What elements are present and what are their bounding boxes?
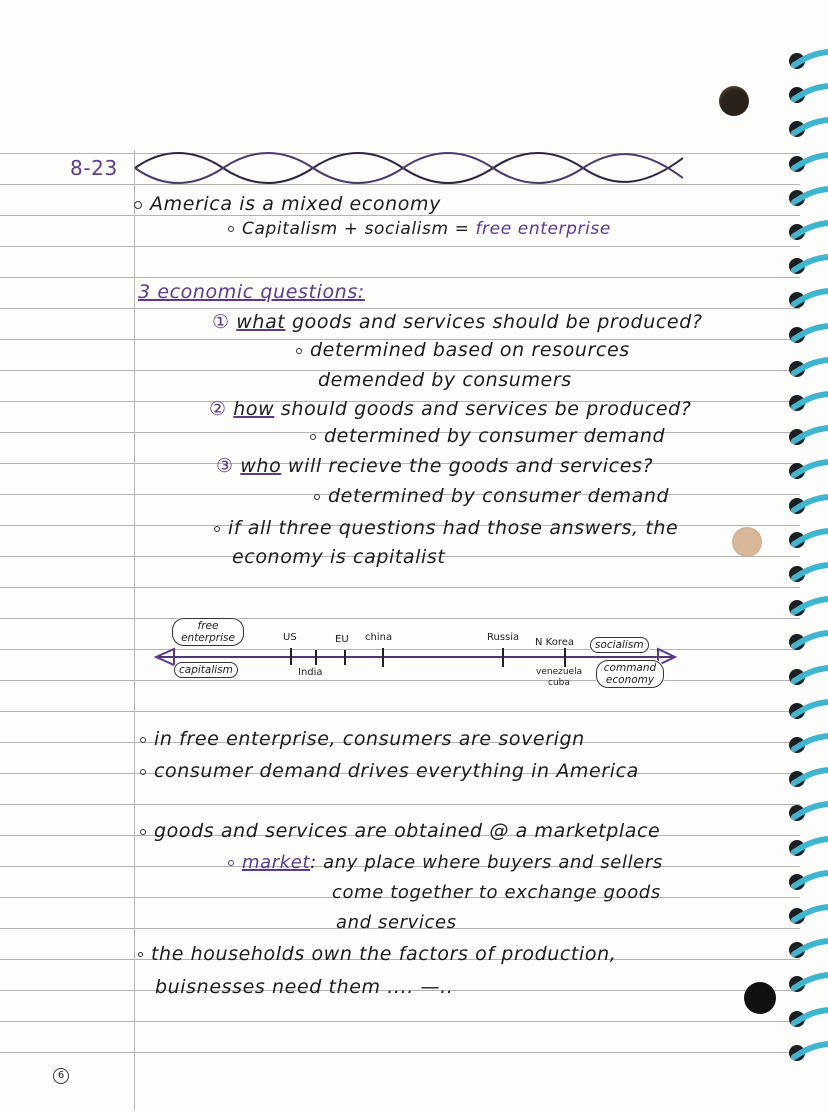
spiral-coil-icon [786, 698, 828, 722]
question-1-answer-line2: demended by consumers [318, 369, 572, 391]
marker-venezuela: venezuela [536, 667, 583, 677]
spiral-coil-icon [786, 971, 828, 995]
marker-india: India [298, 667, 323, 678]
spiral-coil-icon [786, 903, 828, 927]
marker-china: china [365, 632, 393, 643]
spiral-coil-icon [786, 356, 828, 380]
ruled-line [0, 308, 800, 309]
spiral-coil-icon [786, 185, 828, 209]
conclusion-line1: if all three questions had those answers, the [214, 517, 678, 539]
spiral-coil-icon [786, 287, 828, 311]
margin-line [134, 150, 135, 1110]
date: 8-23 [70, 156, 118, 180]
binder-hole-bottom [744, 982, 776, 1014]
note-marketplace: goods and services are obtained @ a marketplace [140, 820, 660, 842]
spiral-coil-icon [786, 664, 828, 688]
note-businesses: buisnesses need them .... —.. [155, 976, 454, 998]
spiral-coil-icon [786, 800, 828, 824]
cloud-capitalism: capitalism [174, 662, 238, 678]
question-3: ③ who will recieve the goods and services? [216, 455, 654, 477]
binder-hole-top [719, 86, 749, 116]
spiral-coil-icon [786, 561, 828, 585]
spiral-coil-icon [786, 253, 828, 277]
cloud-free-enterprise: free enterprise [172, 618, 244, 646]
ruled-line [0, 215, 800, 216]
note-market-definition-line2: come together to exchange goods [332, 882, 661, 903]
spiral-coil-icon [786, 219, 828, 243]
note-consumer-demand: consumer demand drives everything in America [140, 760, 639, 782]
note-consumers-sovereign: in free enterprise, consumers are soverign [140, 728, 585, 750]
note-market-definition: market: any place where buyers and sellers [228, 852, 663, 873]
bullet-icon [138, 952, 143, 957]
ruled-line [0, 246, 800, 247]
spiral-coil-icon [786, 937, 828, 961]
spiral-coil-icon [786, 766, 828, 790]
question-1-answer-line1: determined based on resources [296, 339, 630, 361]
note-households: the households own the factors of production, [138, 943, 616, 965]
bullet-icon [214, 526, 220, 532]
marker-eu: EU [335, 634, 349, 645]
marker-us: US [283, 632, 297, 643]
spiral-coil-icon [786, 1040, 828, 1064]
note-mixed-economy: America is a mixed economy [134, 193, 441, 215]
spiral-coil-icon [786, 82, 828, 106]
spiral-coil-icon [786, 390, 828, 414]
spiral-coil-icon [786, 424, 828, 448]
spiral-coil-icon [786, 869, 828, 893]
ruled-line [0, 804, 800, 805]
marker-cuba: cuba [548, 678, 570, 688]
ruled-line [0, 711, 800, 712]
spiral-coil-icon [786, 629, 828, 653]
cloud-socialism: socialism [590, 637, 649, 653]
bullet-icon [140, 769, 146, 775]
question-3-answer: determined by consumer demand [314, 485, 669, 507]
heading-economic-questions: 3 economic questions: [138, 281, 365, 303]
spiral-coil-icon [786, 1006, 828, 1030]
conclusion-line2: economy is capitalist [232, 546, 446, 568]
spiral-coil-icon [786, 595, 828, 619]
marker-north-korea: N Korea [535, 637, 575, 648]
spiral-coil-icon [786, 493, 828, 517]
spiral-coil-icon [786, 835, 828, 859]
bullet-icon [314, 494, 320, 500]
bullet-icon [228, 860, 234, 866]
cloud-command-economy: command economy [596, 660, 664, 688]
note-market-definition-line3: and services [336, 912, 457, 933]
spiral-coil-icon [786, 527, 828, 551]
spiral-coil-icon [786, 322, 828, 346]
bullet-icon [140, 737, 146, 743]
marker-russia: Russia [487, 632, 520, 643]
bullet-icon [296, 348, 302, 354]
question-2: ② how should goods and services be produced? [209, 398, 692, 420]
spiral-coil-icon [786, 48, 828, 72]
spiral-coil-icon [786, 151, 828, 175]
spiral-coil-icon [786, 732, 828, 756]
bullet-icon [310, 434, 316, 440]
spiral-coil-icon [786, 116, 828, 140]
bullet-icon [134, 201, 142, 209]
question-1: ① what goods and services should be produced? [212, 311, 703, 333]
ruled-line [0, 587, 800, 588]
binder-hole-middle [732, 527, 762, 557]
note-free-enterprise-def: Capitalism + socialism = free enterprise [228, 219, 611, 239]
spiral-coil-icon [786, 458, 828, 482]
page-number: 6 [53, 1068, 69, 1084]
bullet-icon [228, 226, 234, 232]
bullet-icon [140, 829, 146, 835]
ruled-line [0, 277, 800, 278]
question-2-answer: determined by consumer demand [310, 425, 665, 447]
ruled-line [0, 1021, 800, 1022]
economic-spectrum-timeline [150, 615, 690, 700]
ruled-line [0, 1052, 800, 1053]
helix-divider-icon [133, 148, 693, 188]
